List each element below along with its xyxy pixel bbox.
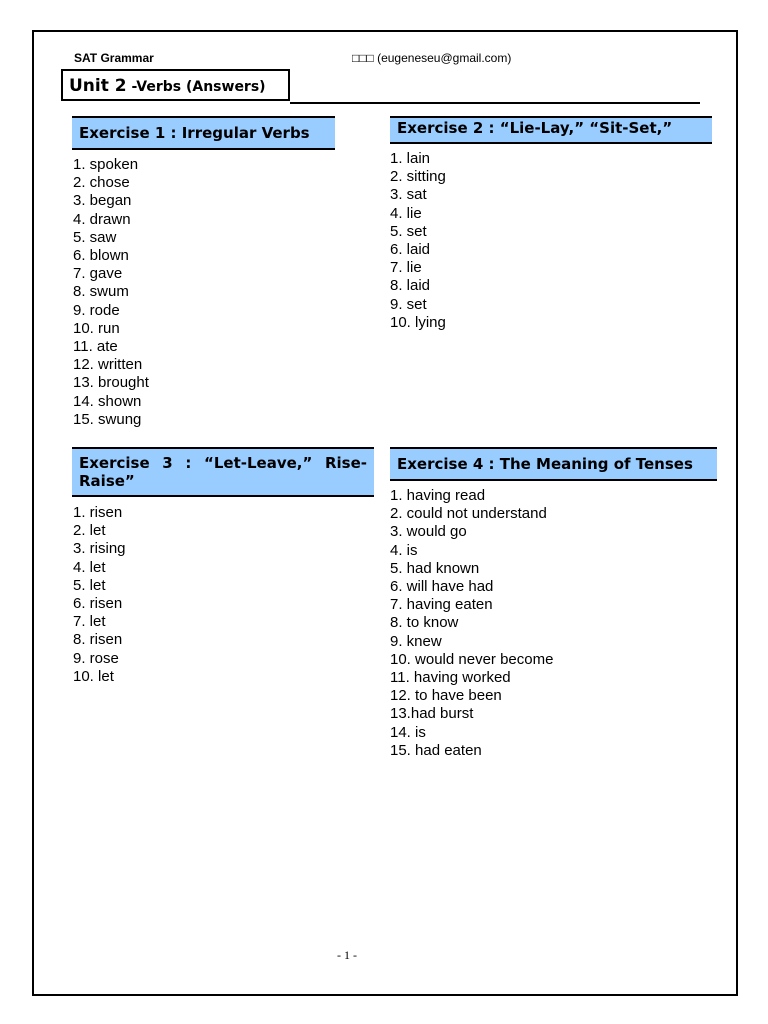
answer-item: 6. will have had — [390, 578, 494, 596]
answer-item: 13. brought — [73, 374, 149, 392]
answer-item: 12. to have been — [390, 687, 502, 705]
answer-item: 5. saw — [73, 228, 117, 246]
answer-item: 4. lie — [390, 204, 422, 222]
answer-item: 10. would never become — [390, 650, 554, 668]
answer-item: 7. let — [73, 613, 106, 631]
exercise-4-heading: Exercise 4 : The Meaning of Tenses — [390, 447, 717, 481]
answer-item: 10. let — [73, 667, 114, 685]
answer-item: 14. is — [390, 723, 426, 741]
title-divider — [290, 102, 700, 104]
answer-item: 10. run — [73, 319, 120, 337]
answer-item: 9. rode — [73, 301, 120, 319]
answer-item: 3. rising — [73, 540, 126, 558]
answer-item: 5. let — [73, 576, 106, 594]
exercise-3-heading: Exercise 3 : “Let-Leave,” Rise-Raise” — [72, 447, 374, 497]
answer-item: 11. having worked — [390, 669, 511, 687]
page-number: - 1 - — [337, 948, 357, 962]
answer-item: 1. risen — [73, 504, 123, 521]
answer-item: 4. is — [390, 541, 418, 559]
answer-item: 1. lain — [390, 150, 431, 167]
answer-item: 8. swum — [73, 283, 129, 301]
exercise-1-heading: Exercise 1 : Irregular Verbs — [72, 116, 335, 150]
exercise-4-answers — [390, 487, 553, 760]
exercise-1-answers — [73, 156, 149, 429]
answer-item: 3. would go — [390, 523, 467, 541]
answer-item: 8. to know — [390, 614, 459, 632]
answer-item: 13.had burst — [390, 705, 474, 723]
answer-item: 3. sat — [390, 186, 427, 204]
answer-item: 6. blown — [73, 247, 129, 265]
answer-item: 10. lying — [390, 313, 446, 331]
answer-item: 7. lie — [390, 259, 422, 277]
answer-item: 5. set — [390, 222, 427, 240]
exercise-2-answers — [390, 150, 446, 332]
unit-title — [61, 69, 290, 101]
unit-subtitle: -Verbs (Answers) — [126, 79, 266, 95]
answer-item: 4. let — [73, 558, 106, 576]
answer-item: 9. set — [390, 295, 427, 313]
exercise-2-heading: Exercise 2 : “Lie-Lay,” “Sit-Set,” — [390, 116, 712, 144]
answer-item: 15. swung — [73, 410, 142, 428]
answer-item: 2. let — [73, 522, 106, 540]
answer-item: 7. gave — [73, 265, 123, 283]
answer-item: 3. began — [73, 192, 132, 210]
answer-item: 1. having read — [390, 487, 486, 504]
answer-item: 15. had eaten — [390, 741, 482, 759]
answer-item: 7. having eaten — [390, 596, 493, 614]
answer-item: 2. could not understand — [390, 505, 547, 523]
answer-item: 14. shown — [73, 392, 142, 410]
answer-item: 8. laid — [390, 277, 431, 295]
answer-item: 5. had known — [390, 559, 480, 577]
answer-item: 6. risen — [73, 595, 123, 613]
header-contact: □□□ (eugeneseu@gmail.com) — [352, 51, 512, 65]
answer-item: 1. spoken — [73, 156, 139, 173]
exercise-3-answers — [73, 504, 126, 686]
answer-item: 2. sitting — [390, 168, 446, 186]
answer-item: 9. rose — [73, 649, 119, 667]
answer-item: 9. knew — [390, 632, 442, 650]
header-subject: SAT Grammar — [74, 51, 154, 65]
answer-item: 2. chose — [73, 174, 130, 192]
answer-item: 12. written — [73, 356, 143, 374]
answer-item: 6. laid — [390, 241, 431, 259]
answer-item: 4. drawn — [73, 210, 131, 228]
unit-number: Unit 2 — [69, 76, 127, 96]
answer-item: 8. risen — [73, 631, 123, 649]
answer-item: 11. ate — [73, 338, 118, 356]
